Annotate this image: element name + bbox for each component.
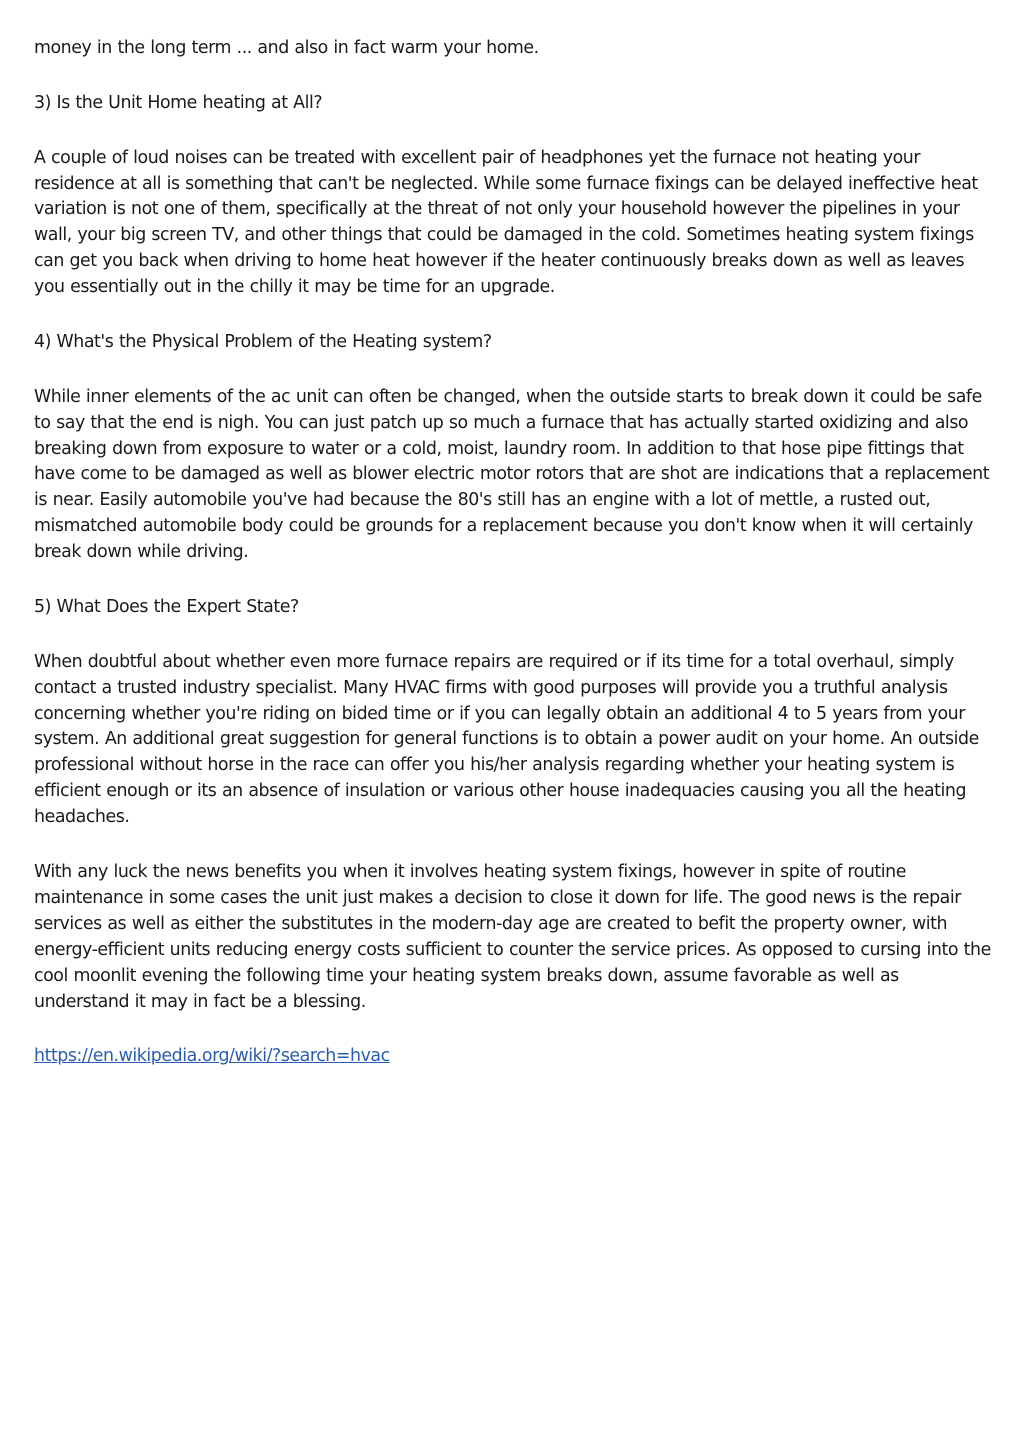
- section-3-heading: 3) Is the Unit Home heating at All?: [34, 92, 323, 113]
- intro-fragment: money in the long term ... and also in fact warm your home.: [34, 38, 539, 58]
- section-5-body: When doubtful about whether even more furnace repairs are required or if its time for a total overhaul, simply contact a trusted industry specialist. Many HVAC firms with good purposes will provide you a truthful analysis concerning whether you're riding on bided time or if you can legally obtain an additional 4 to 5 years from your system. An additional great suggestion for general functions is to obtain a power audit on your home. An outside professional without horse in the race can offer you his/her analysis regarding whether your heating system is efficient enough or its an absence of insulation or various other house inadequacies causing you all the heating headaches.: [34, 651, 979, 828]
- source-link[interactable]: https://en.wikipedia.org/wiki/?search=hvac: [34, 1046, 390, 1067]
- source-link-paragraph: [34, 1044, 996, 1070]
- section-5-heading: 5) What Does the Expert State?: [34, 596, 299, 617]
- document-page: [34, 36, 996, 1099]
- section-3-body: A couple of loud noises can be treated with excellent pair of headphones yet the furnace not heating your residence at all is something that can't be neglected. While some furnace fixings can be delayed ineffective heat variation is not one of them, specifically at the threat of not only your household however the pipelines in your wall, your big screen TV, and other things that could be damaged in the cold. Sometimes heating system fixings can get you back when driving to home heat however if the heater continuously breaks down as well as leaves you essentially out in the chilly it may be time for an upgrade.: [34, 147, 978, 298]
- section-4-body: While inner elements of the ac unit can often be changed, when the outside starts to break down it could be safe to say that the end is nigh. You can just patch up so much a furnace that has actually started oxidizing and also breaking down from exposure to water or a cold, moist, laundry room. In addition to that hose pipe fittings that have come to be damaged as well as blower electric motor rotors that are shot are indications that a replacement is near. Easily automobile you've had because the 80's still has an engine with a lot of mettle, a rusted out, mismatched automobile body could be grounds for a replacement because you don't know when it will certainly break down while driving.: [34, 386, 990, 563]
- closing-paragraph: With any luck the news benefits you when it involves heating system fixings, however in spite of routine maintenance in some cases the unit just makes a decision to close it down for life. The good news is the repair services as well as either the substitutes in the modern-day age are created to befit the property owner, with energy-efficient units reducing energy costs sufficient to counter the service prices. As opposed to cursing into the cool moonlit evening the following time your heating system breaks down, assume favorable as well as understand it may in fact be a blessing.: [34, 861, 991, 1012]
- section-4-heading: 4) What's the Physical Problem of the Heating system?: [34, 331, 492, 352]
